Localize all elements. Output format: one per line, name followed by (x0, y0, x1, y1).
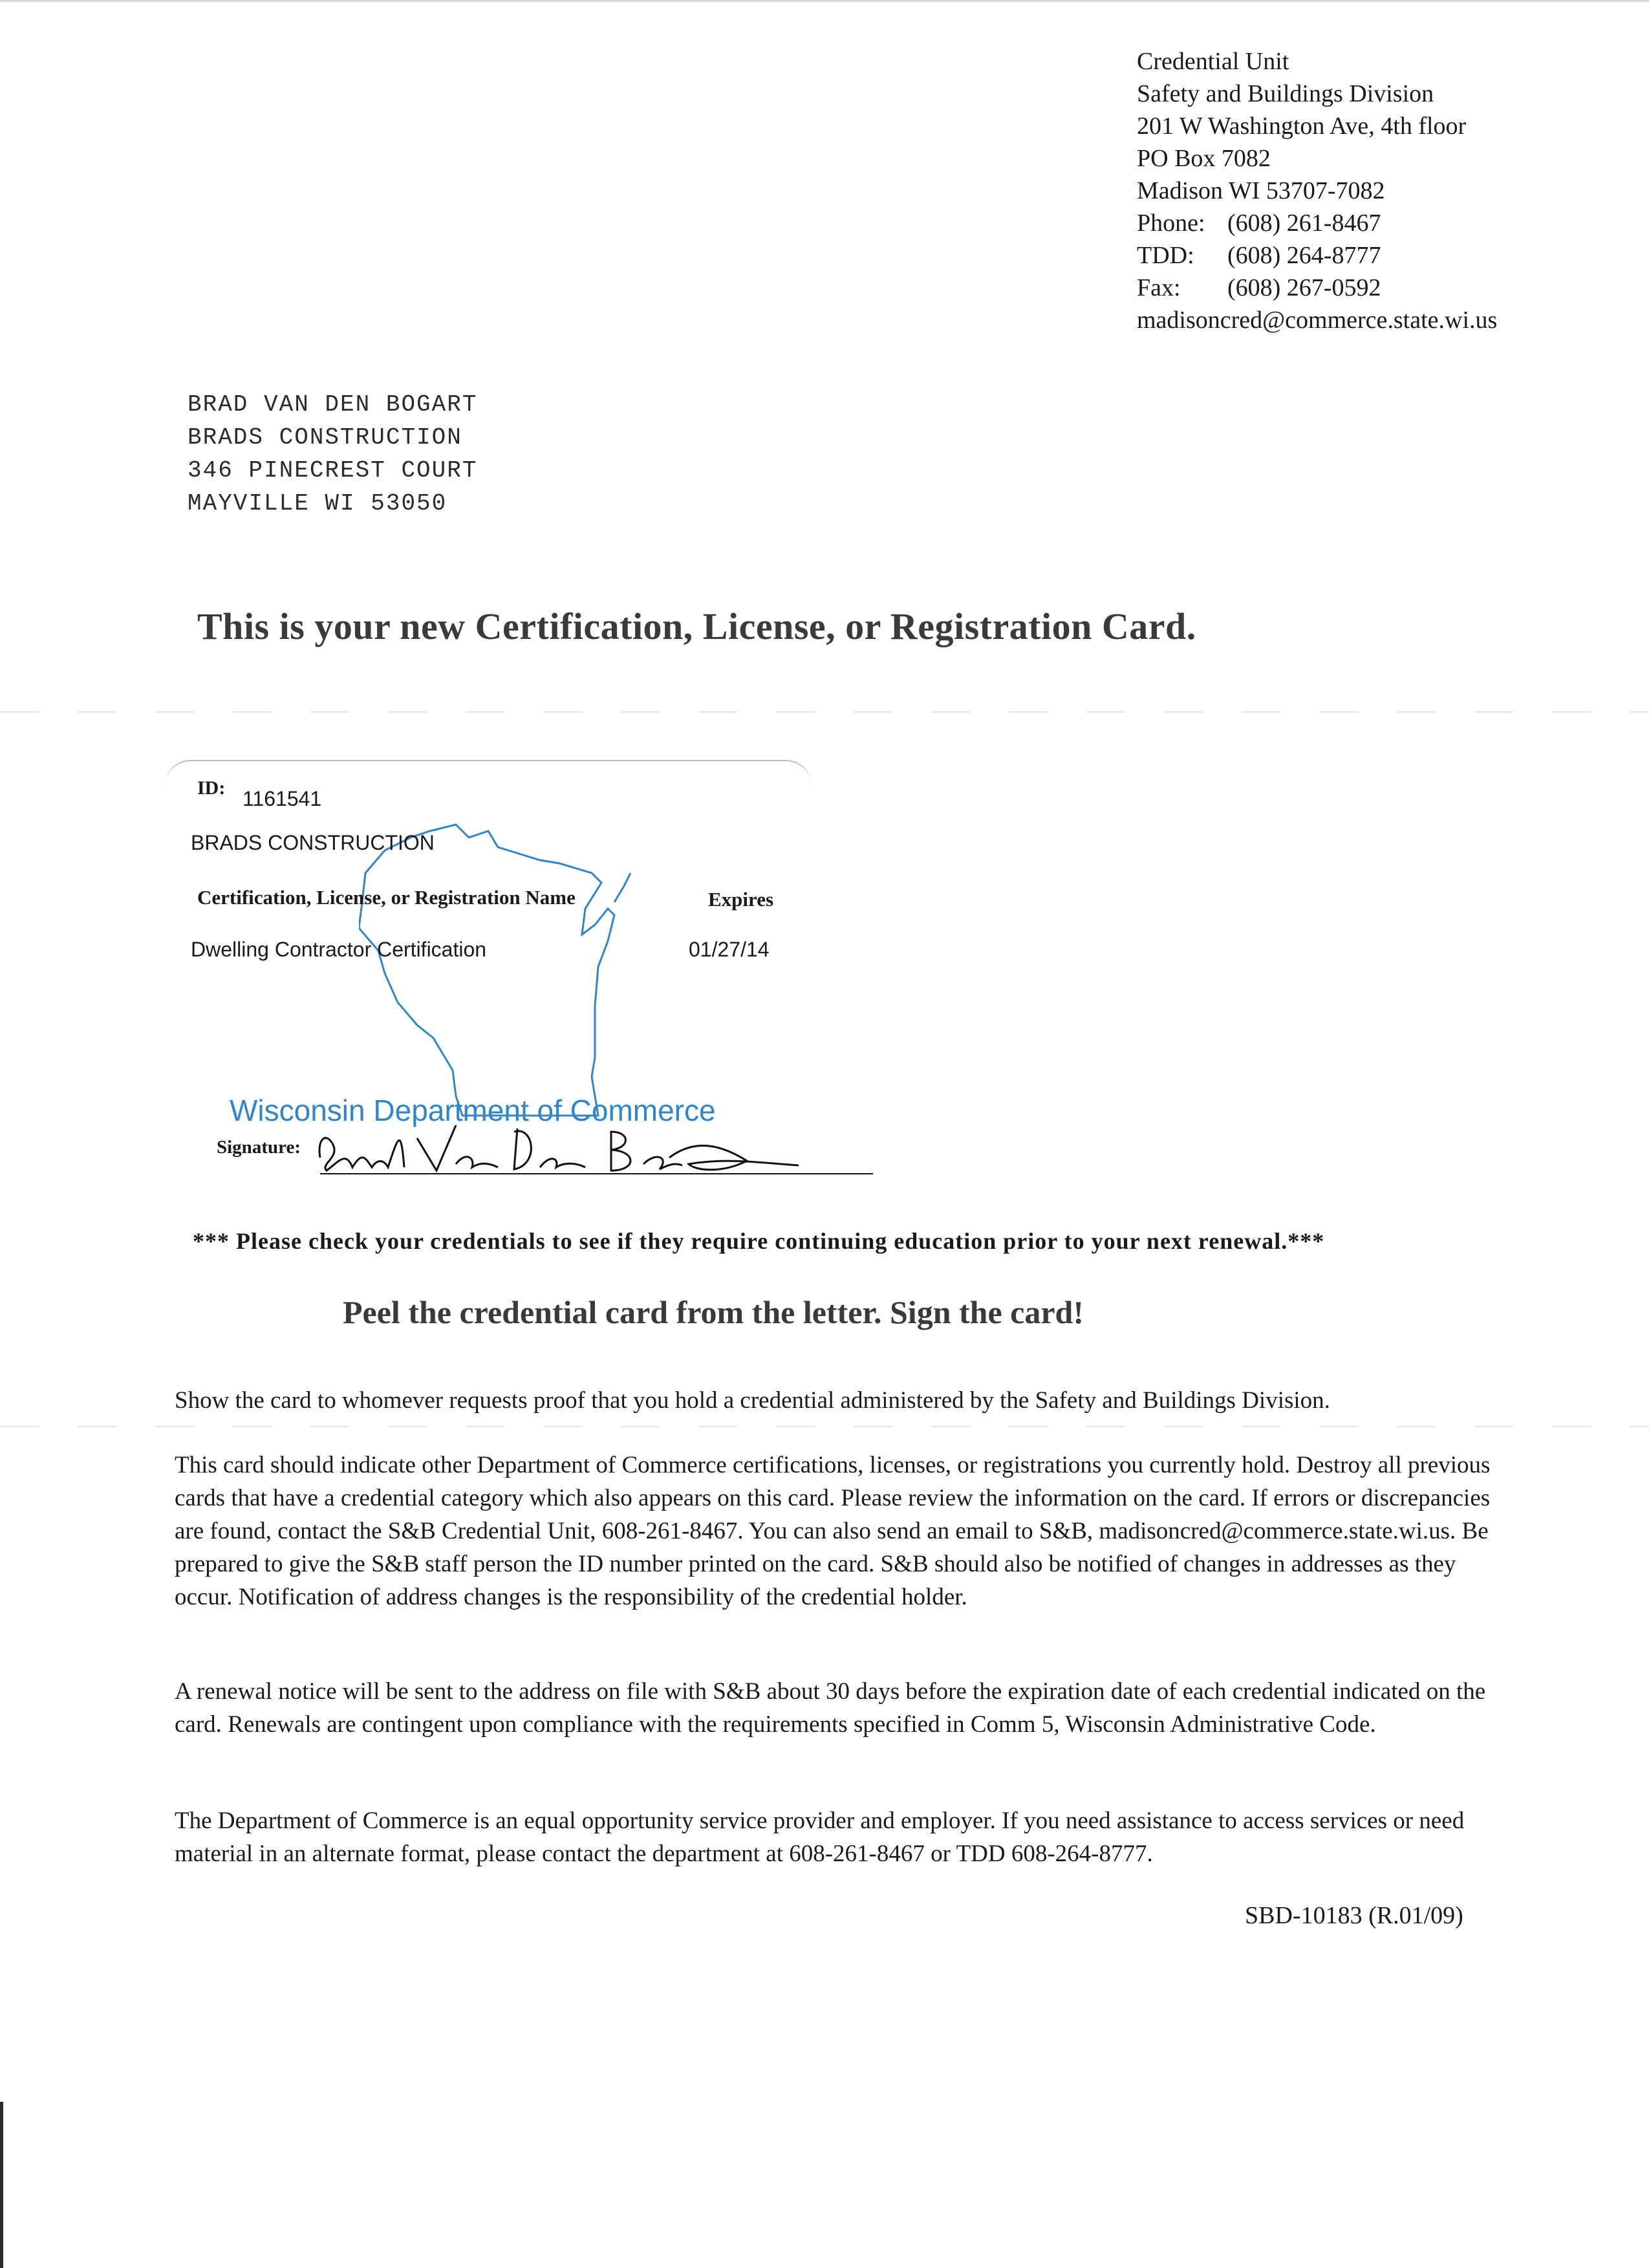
fold-line (0, 1426, 1649, 1427)
recipient-city: MAYVILLE WI 53050 (188, 490, 447, 517)
card-expiration-date: 01/27/14 (689, 938, 770, 961)
handwritten-signature-icon (307, 1112, 876, 1183)
paragraph-show-card: Show the card to whomever requests proof that you hold a credential administered by the Safety and Buildings Division. (175, 1387, 1330, 1414)
card-id-value: 1161541 (242, 787, 322, 810)
sender-tdd-row (1137, 239, 1497, 272)
scan-border-top (0, 0, 1649, 2)
card-column-expires-header: Expires (708, 888, 774, 911)
card-column-name-header: Certification, License, or Registration Name (197, 886, 576, 909)
tdd-label: TDD: (1137, 242, 1194, 269)
recipient-name: BRAD VAN DEN BOGART (188, 391, 478, 418)
recipient-address (188, 388, 477, 520)
sender-address (1137, 45, 1497, 336)
paragraph-renewal: A renewal notice will be sent to the address on file with S&B about 30 days before the expiration date of each credential indicated on the card. Renewals are contingent upon compliance with the requirements specified in Comm 5, Wisconsin Administrative Code. (175, 1678, 1486, 1738)
recipient-company: BRADS CONSTRUCTION (188, 424, 462, 451)
sender-city: Madison WI 53707-7082 (1137, 177, 1385, 204)
scan-border-left (0, 2102, 3, 2268)
headline: This is your new Certification, License, or Registration Card. (197, 605, 1196, 647)
sender-fax-row (1137, 272, 1497, 304)
paragraph-card-info: This card should indicate other Department of Commerce certifications, licenses, or registrations you currently hold. Destroy all previous cards that have a credential category which also appears on this card. Please review the information on the card. If errors or discrepancies are found, contact the S&B Credential Unit, 608-261-8467. You can also send an email to S&B, madisoncred@commerce.state.wi.us. Be prepared to give the S&B staff person the ID number printed on the card. S&B should also be notified of changes in addresses as they occur. Notification of address changes is the responsibility of the credential holder. (175, 1452, 1491, 1610)
tdd-number: (608) 264-8777 (1227, 242, 1381, 269)
card-certification-name: Dwelling Contractor Certification (191, 938, 487, 961)
sender-division: Safety and Buildings Division (1137, 80, 1434, 107)
phone-label: Phone: (1137, 210, 1205, 237)
card-id-label: ID: (197, 777, 226, 799)
fax-label: Fax: (1137, 274, 1181, 301)
card-signature-label: Signature: (217, 1137, 301, 1158)
sender-po-box: PO Box 7082 (1137, 145, 1271, 172)
sender-phone-row (1137, 207, 1497, 239)
recipient-street: 346 PINECREST COURT (188, 457, 478, 484)
form-number: SBD-10183 (R.01/09) (1245, 1902, 1463, 1929)
sender-street: 201 W Washington Ave, 4th floor (1137, 113, 1467, 140)
peel-instruction: Peel the credential card from the letter. Sign the card! (343, 1294, 1084, 1330)
fax-number: (608) 267-0592 (1227, 274, 1381, 301)
credential-card (165, 760, 812, 1200)
continuing-education-notice: *** Please check your credentials to see if they require continuing education prior to your next renewal.*** (193, 1228, 1325, 1254)
sender-email: madisoncred@commerce.state.wi.us (1137, 307, 1498, 334)
paragraph-equal-opportunity: The Department of Commerce is an equal opportunity service provider and employer. If you need assistance to access services or need material in an alternate format, please contact the department at 608-261-8467 or TDD 608-264-8777. (175, 1808, 1465, 1867)
card-department-name: Wisconsin Department of Commerce (230, 1094, 716, 1127)
fold-line (0, 711, 1649, 713)
phone-number: (608) 261-8467 (1227, 210, 1381, 237)
card-edge (165, 760, 812, 787)
sender-unit: Credential Unit (1137, 48, 1289, 75)
card-holder-name: BRADS CONSTRUCTION (191, 831, 435, 854)
